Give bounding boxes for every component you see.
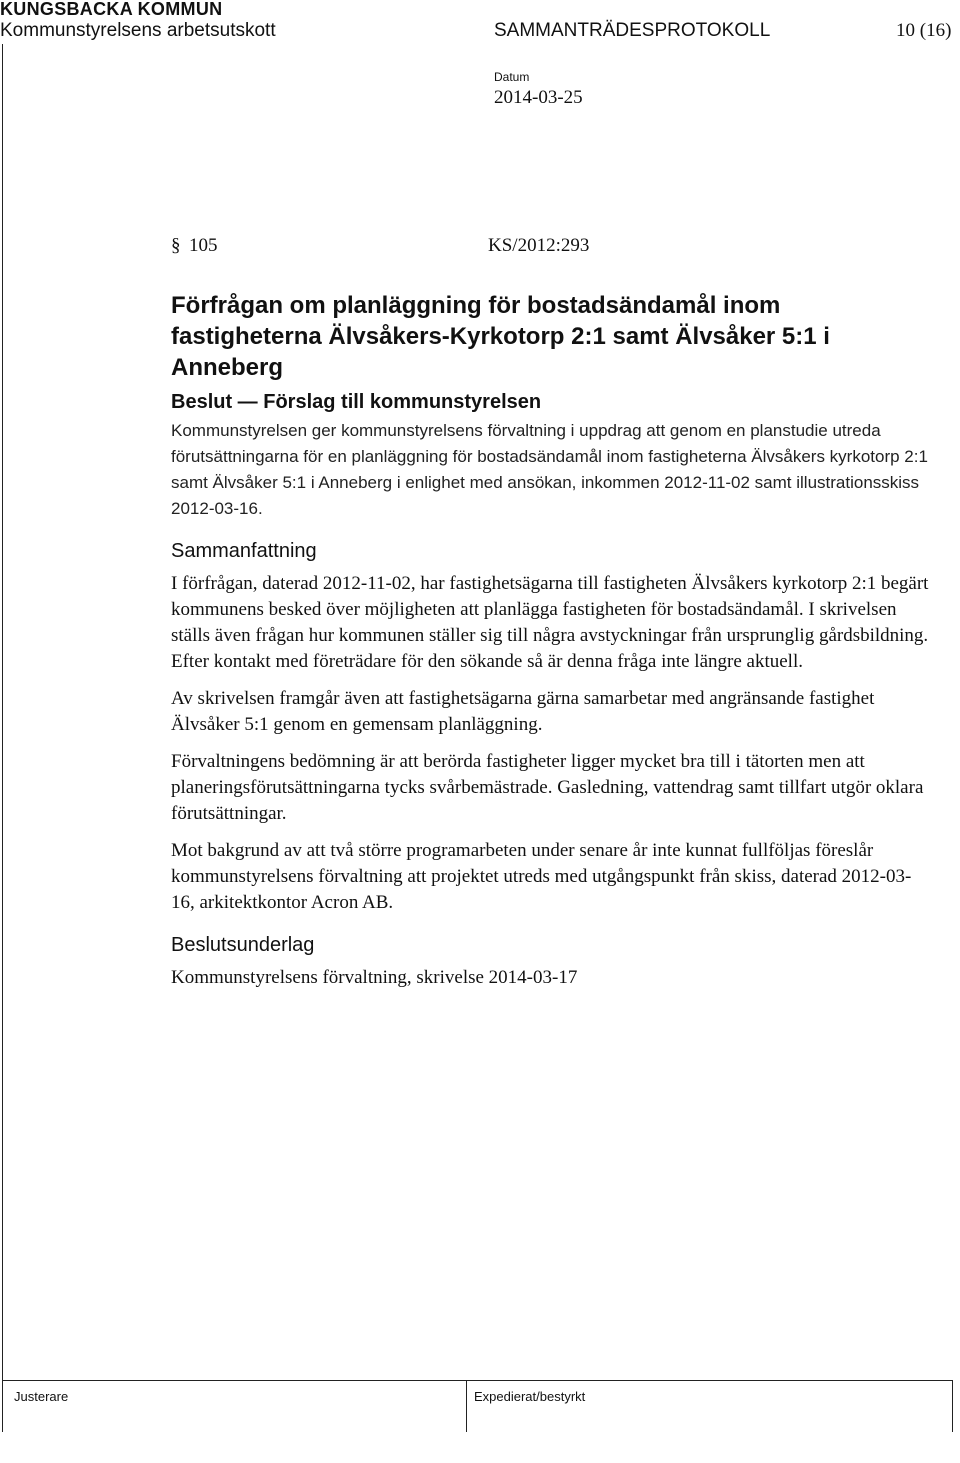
summary-paragraph: Förvaltningens bedömning är att berörda fastigheter ligger mycket bra till i tätorten men att planeringsförutsättningarna tycks svårbemästrade. Gasledning, vattendrag samt tillfart utgör oklara förutsättningar.	[171, 751, 924, 824]
summary-paragraph: Av skrivelsen framgår även att fastighetsägarna gärna samarbetar med angränsande fastighet Älvsåker 5:1 genom en gemensam planläggning.	[171, 688, 875, 735]
basis-text: Kommunstyrelsens förvaltning, skrivelse 2014-03-17	[171, 967, 578, 988]
section-symbol: §	[171, 235, 181, 256]
decision-heading: Beslut — Förslag till kommunstyrelsen	[171, 391, 542, 413]
left-margin-rule	[2, 44, 3, 1432]
summary-heading: Sammanfattning	[171, 540, 317, 562]
footer-right-rule	[952, 1380, 953, 1432]
decision-text: Kommunstyrelsen ger kommunstyrelsens förvaltning i uppdrag att genom en planstudie utreda förutsättningarna för en planläggning för bostadsändamål inom fastigheterna Älvsåkers kyrkotorp 2:1 samt Älvsåker 5:1 i Anneberg i enlighet med ansökan, inkommen 2012-11-02 samt illustrationsskiss 2012-03-16.	[171, 421, 928, 518]
committee-name: Kommunstyrelsens arbetsutskott	[0, 20, 276, 41]
page-number: 10 (16)	[896, 20, 952, 41]
footer-rule	[2, 1380, 953, 1381]
dispatch-label: Expedierat/bestyrkt	[474, 1389, 586, 1404]
meeting-date: 2014-03-25	[494, 87, 583, 108]
case-number: KS/2012:293	[488, 235, 590, 256]
organization-name: KUNGSBACKA KOMMUN	[0, 0, 223, 19]
date-label: Datum	[494, 70, 530, 84]
document-type: SAMMANTRÄDESPROTOKOLL	[494, 20, 771, 41]
summary-paragraph: Mot bakgrund av att två större programarbeten under senare år inte kunnat fullföljas föreslår kommunstyrelsens förvaltning att projektet utreds med utgångspunkt från skiss, daterad 2012-03-16, arkitektkontor Acron AB.	[171, 840, 912, 913]
signatory-label: Justerare	[14, 1389, 69, 1404]
item-number: 105	[189, 235, 218, 256]
footer-divider	[466, 1380, 467, 1432]
item-title: Förfrågan om planläggning för bostadsändamål inom fastigheterna Älvsåkers-Kyrkotorp 2:1 samt Älvsåker 5:1 i Anneberg	[171, 292, 830, 381]
item-content	[171, 290, 931, 1002]
basis-heading: Beslutsunderlag	[171, 934, 315, 956]
summary-paragraph: I förfrågan, daterad 2012-11-02, har fastighetsägarna till fastigheten Älvsåkers kyrkotorp 2:1 begärt kommunens besked över möjligheten att planlägga fastigheten för bostadsändamål. I skrivelsen ställs även frågan hur kommunen ställer sig till några avstyckningar från ursprunglig gårdsbildning. Efter kontakt med företrädare för den sökande så är denna fråga inte längre aktuell.	[171, 573, 929, 672]
